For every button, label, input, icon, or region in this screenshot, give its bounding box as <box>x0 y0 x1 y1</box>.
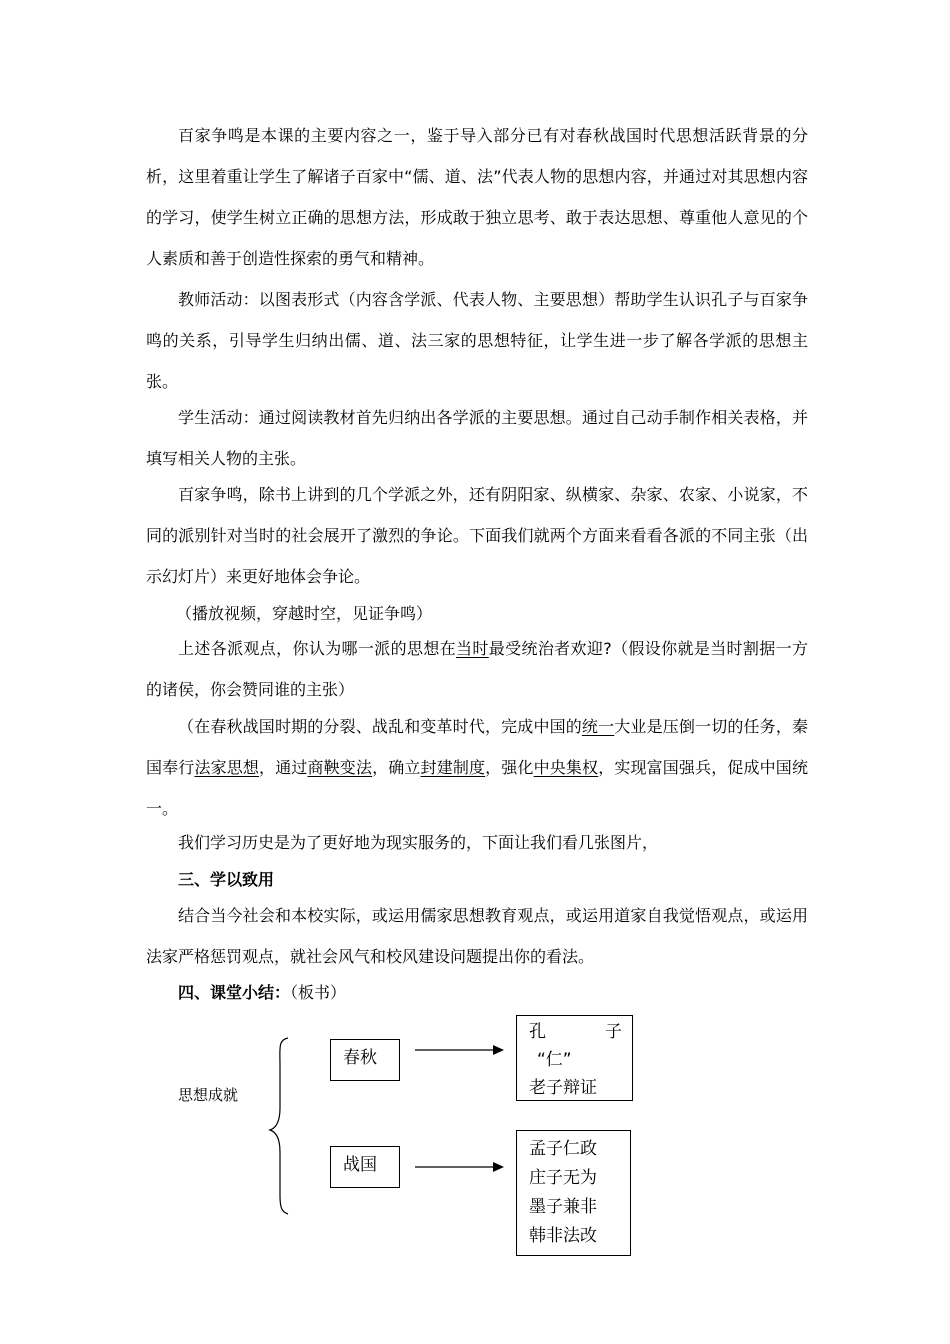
arrow-right-icon-2 <box>415 1160 505 1174</box>
period-box-spring-autumn: 春秋 <box>330 1039 400 1081</box>
result2-zhuangzi: 庄子无为 <box>529 1168 597 1188</box>
result2-mencius: 孟子仁政 <box>529 1139 597 1159</box>
arrow-right-icon-1 <box>415 1043 505 1057</box>
question-text-b: 最受统治者欢迎?（假设你就是当时割据一方的诸侯，你会赞同谁的主张） <box>146 639 808 699</box>
underlined-term-fengjian: 封建制度 <box>420 758 486 777</box>
answer-text-f: ，实现富国强兵，促成中国统一。 <box>146 758 808 818</box>
result-box-spring-autumn <box>516 1015 633 1101</box>
period-box-warring-states: 战国 <box>330 1146 400 1188</box>
paragraph-answer <box>146 706 808 829</box>
diagram-label: 思想成就 <box>178 1086 239 1104</box>
underlined-term-jiquan: 中央集权 <box>533 758 599 777</box>
paragraph-application: 结合当今社会和本校实际，或运用儒家思想教育观点，或运用道家自我觉悟观点，或运用法家严格惩罚观点，就社会风气和校风建设问题提出你的看法。 <box>146 906 808 966</box>
underlined-term-tongyi: 统一 <box>581 717 615 736</box>
result1-laozi: 老子辩证 <box>529 1078 597 1098</box>
result1-confucius-1: 孔 <box>529 1022 546 1042</box>
answer-text-e: ，强化 <box>485 758 534 777</box>
result1-ren: “仁” <box>537 1050 572 1070</box>
paragraph-teacher-activity: 教师活动：以图表形式（内容含学派、代表人物、主要思想）帮助学生认识孔子与百家争鸣的关系，引导学生归纳出儒、道、法三家的思想特征，让学生进一步了解各学派的思想主张。 <box>146 290 808 391</box>
result2-hanfei: 韩非法改 <box>529 1226 597 1246</box>
paragraph-student-activity: 学生活动：通过阅读教材首先归纳出各学派的主要思想。通过自己动手制作相关表格，并填写相关人物的主张。 <box>146 408 808 468</box>
heading-section-4-title: 四、课堂小结： <box>178 983 291 1002</box>
heading-section-4-note: （板书） <box>290 983 347 1002</box>
answer-text-a: （在春秋战国时期的分裂、战乱和变革时代，完成中国的 <box>178 717 582 736</box>
answer-text-d: ，确立 <box>372 758 421 777</box>
paragraph-intro: 百家争鸣是本课的主要内容之一，鉴于导入部分已有对春秋战国时代思想活跃背景的分析，这里着重让学生了解诸子百家中“儒、道、法”代表人物的思想内容，并通过对其思想内容的学习，使学生树立正确的思想方法，形成敢于独立思考、敢于表达思想、尊重他人意见的个人素质和善于创造性探索的勇气和精神。 <box>146 126 808 268</box>
underlined-term-shangyang: 商鞅变法 <box>307 758 373 777</box>
answer-text-c: ，通过 <box>259 758 308 777</box>
left-brace-icon <box>268 1036 292 1216</box>
result1-row1 <box>529 1018 622 1046</box>
paragraph-transition: 我们学习历史是为了更好地为现实服务的，下面让我们看几张图片， <box>178 833 659 852</box>
paragraph-video-note: （播放视频，穿越时空，见证争鸣） <box>176 604 433 623</box>
result2-mozi: 墨子兼非 <box>529 1197 597 1217</box>
paragraph-question <box>146 628 808 710</box>
heading-section-3: 三、学以致用 <box>178 870 275 889</box>
result1-confucius-2: 子 <box>605 1022 622 1042</box>
answer-text-b: 大业是压倒一切的任务，秦国奉行 <box>146 717 808 777</box>
question-text-a: 上述各派观点，你认为哪一派的思想在 <box>178 639 457 658</box>
heading-section-4 <box>178 982 346 1004</box>
paragraph-schools: 百家争鸣，除书上讲到的几个学派之外，还有阴阳家、纵横家、杂家、农家、小说家，不同的派别针对当时的社会展开了激烈的争论。下面我们就两个方面来看看各派的不同主张（出示幻灯片）来更好地体会争论。 <box>146 485 808 586</box>
underlined-term-dangshi: 当时 <box>456 639 489 658</box>
result-box-warring-states <box>516 1130 631 1256</box>
underlined-term-fajia: 法家思想 <box>194 758 260 777</box>
